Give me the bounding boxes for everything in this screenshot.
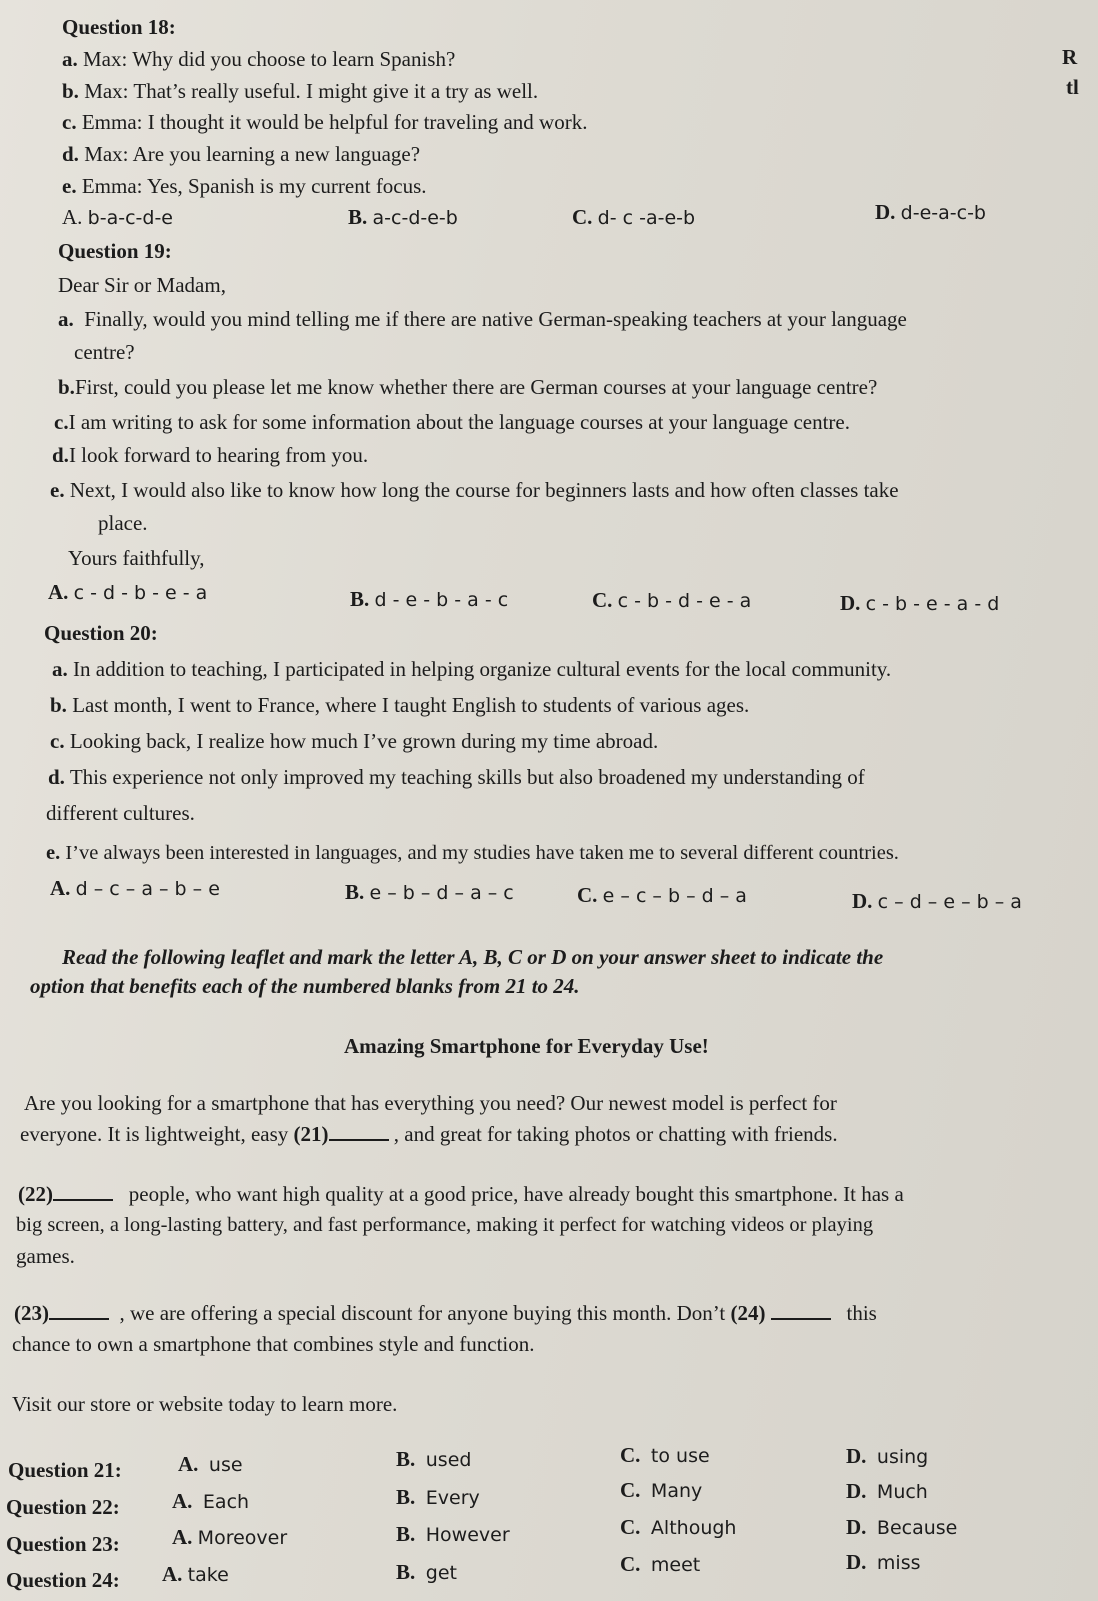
- blank-24[interactable]: [771, 1300, 831, 1320]
- q20-option-d[interactable]: D. c – d – e – b – a: [852, 889, 1022, 913]
- q23-option-b[interactable]: B. However: [396, 1522, 510, 1546]
- q19-title: Question 19:: [58, 239, 172, 263]
- q22-option-d[interactable]: D. Much: [846, 1479, 928, 1503]
- q18-option-c[interactable]: C. d- c -a-e-b: [572, 205, 696, 229]
- leaflet-p1-line2: everyone. It is lightweight, easy (21) , and great for taking photos or chatting with friends.: [20, 1122, 838, 1146]
- q19-option-c[interactable]: C. c - b - d - e - a: [592, 588, 752, 612]
- q19-option-a[interactable]: A. c - d - b - e - a: [48, 580, 208, 604]
- leaflet-p2-line2: big screen, a long-lasting battery, and fast performance, making it perfect for watching videos or playing: [16, 1214, 874, 1236]
- leaflet-p2-line3: games.: [16, 1244, 75, 1268]
- q19-item-e: e. Next, I would also like to know how long the course for beginners lasts and how often classes take: [50, 478, 899, 502]
- answer-q23-label: Question 23:: [6, 1532, 120, 1556]
- instruction-line-2: option that benefits each of the numbered blanks from 21 to 24.: [30, 974, 580, 998]
- q20-option-a[interactable]: A. d – c – a – b – e: [50, 876, 220, 900]
- blank-21[interactable]: [329, 1121, 389, 1141]
- leaflet-p4: Visit our store or website today to learn more.: [12, 1392, 398, 1416]
- blank-23[interactable]: [49, 1300, 109, 1320]
- q19-item-c: c.I am writing to ask for some information about the language courses at your language centre.: [54, 410, 850, 434]
- answer-q22-label: Question 22:: [6, 1495, 120, 1519]
- blank-22-number: (22): [18, 1182, 53, 1206]
- q18-title: Question 18:: [62, 15, 176, 39]
- q20-item-e: e. I’ve always been interested in languages, and my studies have taken me to several different countries.: [46, 842, 899, 864]
- q18-item-c: c. Emma: I thought it would be helpful for traveling and work.: [62, 110, 588, 134]
- q19-option-b[interactable]: B. d - e - b - a - c: [350, 587, 509, 611]
- q20-item-c: c. Looking back, I realize how much I’ve grown during my time abroad.: [50, 729, 659, 753]
- q18-item-a: a. Max: Why did you choose to learn Spanish?: [62, 47, 456, 71]
- q20-item-d: d. This experience not only improved my teaching skills but also broadened my understanding of: [48, 765, 865, 789]
- blank-22[interactable]: [53, 1181, 113, 1201]
- leaflet-p3-line1: (23) , we are offering a special discount for anyone buying this month. Don’t (24) this: [14, 1301, 877, 1325]
- q23-option-d[interactable]: D. Because: [846, 1515, 958, 1539]
- q23-option-a[interactable]: A. Moreover: [172, 1525, 288, 1549]
- q22-option-a[interactable]: A. Each: [172, 1489, 250, 1513]
- q24-option-d[interactable]: D. miss: [846, 1550, 921, 1574]
- q19-option-d[interactable]: D. c - b - e - a - d: [840, 591, 1000, 615]
- q20-option-b[interactable]: B. e – b – d – a – c: [345, 880, 514, 904]
- q19-item-d: d.I look forward to hearing from you.: [52, 443, 369, 467]
- q18-option-a[interactable]: A. b-a-c-d-e: [62, 205, 173, 229]
- q19-closing: Yours faithfully,: [68, 546, 205, 570]
- q22-option-c[interactable]: C. Many: [620, 1478, 703, 1502]
- q21-option-b[interactable]: B. used: [396, 1447, 472, 1471]
- q20-item-b: b. Last month, I went to France, where I taught English to students of various ages.: [50, 693, 750, 717]
- q19-item-e-cont: place.: [98, 511, 148, 535]
- answer-q21-label: Question 21:: [8, 1458, 122, 1482]
- instruction-line-1: Read the following leaflet and mark the letter A, B, C or D on your answer sheet to indicate the: [62, 945, 884, 969]
- q24-option-a[interactable]: A. take: [162, 1562, 229, 1586]
- blank-24-number: (24): [730, 1301, 766, 1325]
- q18-item-b: b. Max: That’s really useful. I might give it a try as well.: [62, 79, 539, 103]
- answer-q24-label: Question 24:: [6, 1568, 120, 1592]
- q24-option-b[interactable]: B. get: [396, 1560, 457, 1584]
- q19-item-b: b.First, could you please let me know whether there are German courses at your language centre?: [58, 375, 878, 399]
- q20-title: Question 20:: [44, 621, 158, 645]
- blank-23-number: (23): [14, 1301, 49, 1325]
- leaflet-p1-line1: Are you looking for a smartphone that has everything you need? Our newest model is perfect for: [24, 1091, 837, 1115]
- q18-item-d: d. Max: Are you learning a new language?: [62, 142, 421, 166]
- q19-item-a-cont: centre?: [74, 340, 135, 364]
- q23-option-c[interactable]: C. Although: [620, 1515, 737, 1539]
- q21-option-c[interactable]: C. to use: [620, 1443, 710, 1467]
- q20-item-a: a. In addition to teaching, I participated in helping organize cultural events for the local community.: [52, 657, 892, 681]
- q20-option-c[interactable]: C. e – c – b – d – a: [577, 883, 747, 907]
- q18-item-e: e. Emma: Yes, Spanish is my current focus.: [62, 174, 427, 198]
- q19-item-a: a. Finally, would you mind telling me if there are native German-speaking teachers at your language: [58, 307, 907, 331]
- q21-option-a[interactable]: A. use: [178, 1452, 243, 1476]
- q19-salutation: Dear Sir or Madam,: [58, 273, 226, 297]
- blank-21-number: (21): [293, 1122, 329, 1146]
- q22-option-b[interactable]: B. Every: [396, 1485, 480, 1509]
- leaflet-title: Amazing Smartphone for Everyday Use!: [344, 1034, 709, 1058]
- leaflet-p3-line2: chance to own a smartphone that combines style and function.: [12, 1332, 535, 1356]
- q18-option-b[interactable]: B. a-c-d-e-b: [348, 205, 458, 229]
- q24-option-c[interactable]: C. meet: [620, 1552, 701, 1576]
- q18-edge-text-2: tl: [1066, 75, 1079, 99]
- q21-option-d[interactable]: D. using: [846, 1444, 929, 1468]
- leaflet-p2-line1: (22) people, who want high quality at a good price, have already bought this smartphone. It has a: [18, 1182, 904, 1206]
- q18-option-d[interactable]: D. d-e-a-c-b: [875, 200, 986, 224]
- q20-item-d-cont: different cultures.: [46, 801, 195, 825]
- q18-edge-text-1: R: [1062, 45, 1078, 69]
